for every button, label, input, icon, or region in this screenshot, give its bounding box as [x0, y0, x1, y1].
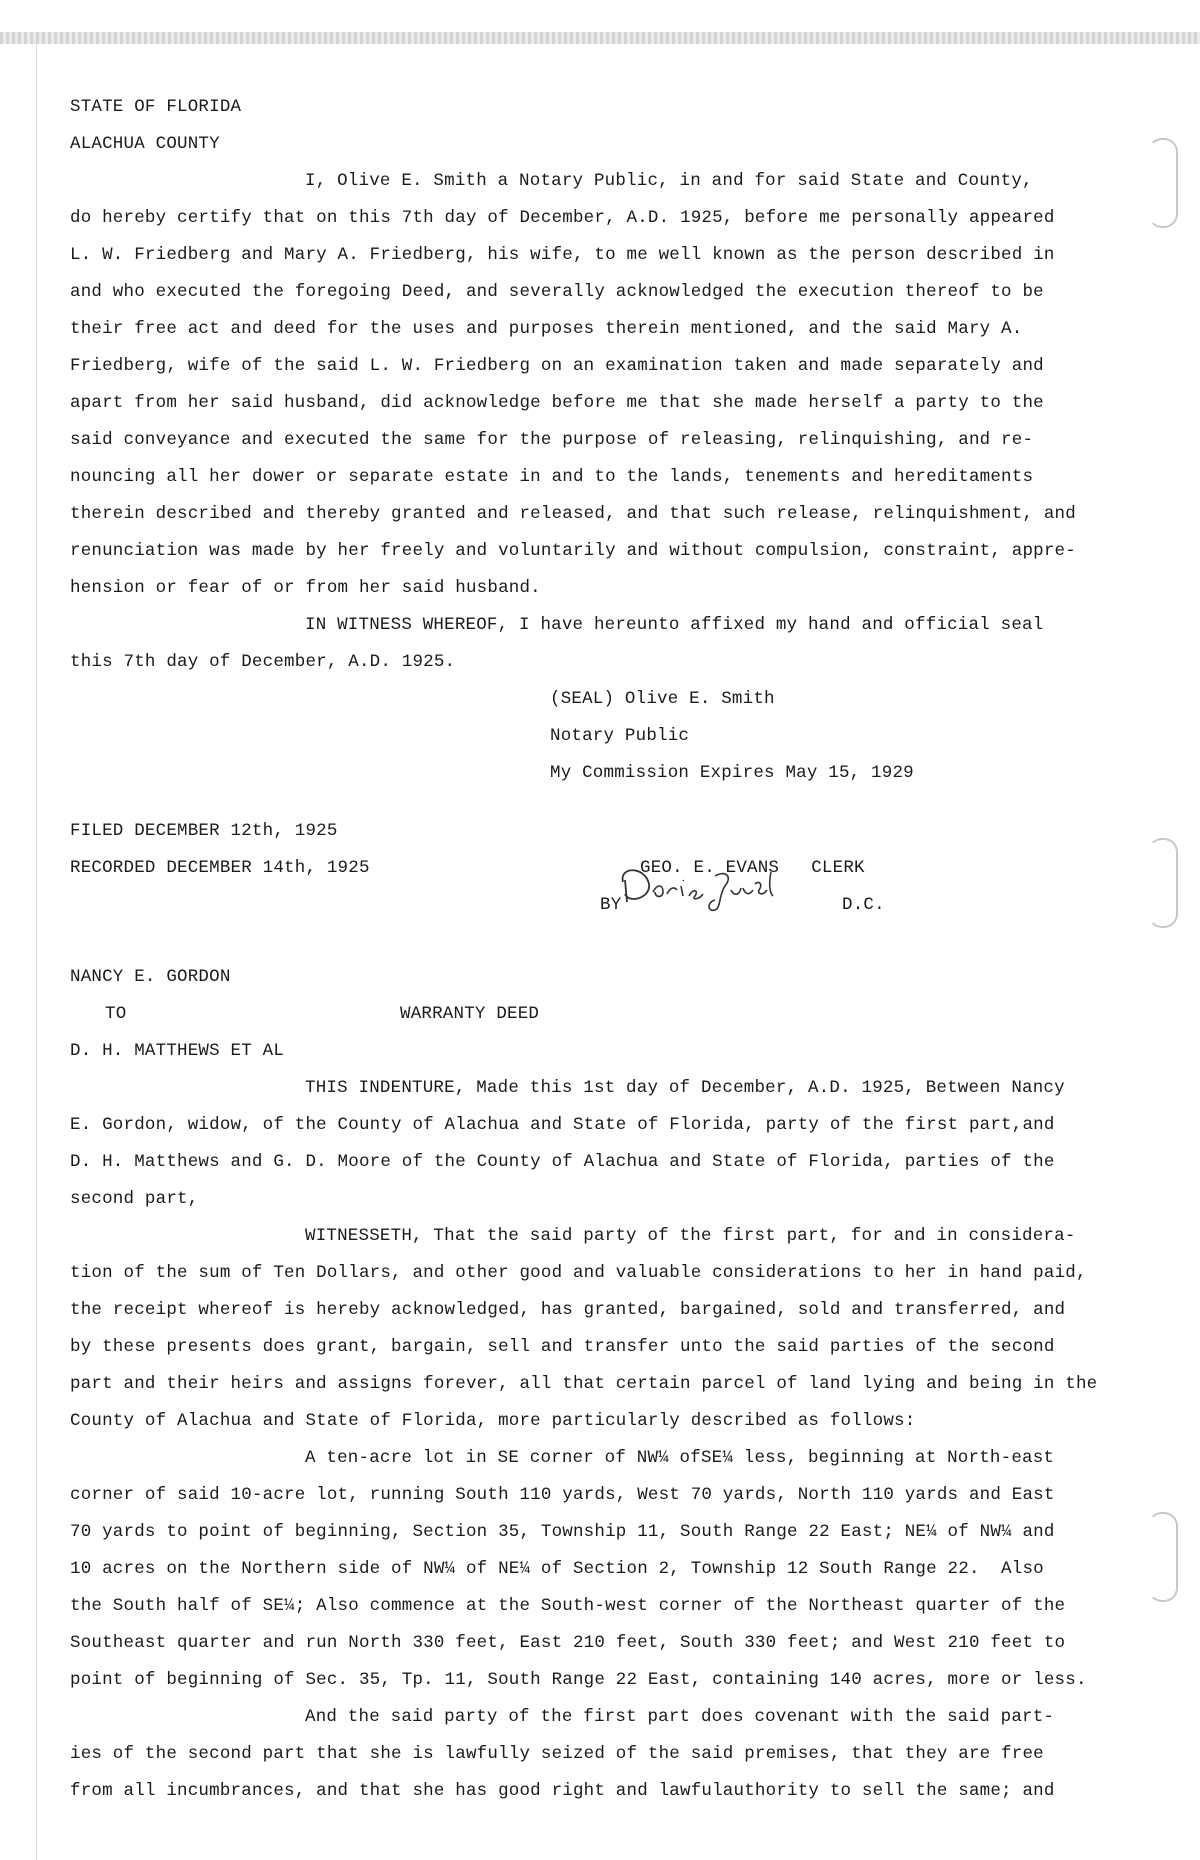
recorded-date: RECORDED DECEMBER 14th, 1925 [70, 858, 370, 878]
county-heading: ALACHUA COUNTY [70, 134, 220, 154]
deputy-clerk-label: D.C. [842, 895, 885, 915]
notary-body-line: do hereby certify that on this 7th day of December, A.D. 1925, before me personally appeared [70, 208, 1055, 228]
commission-expiry: My Commission Expires May 15, 1929 [550, 763, 914, 783]
deed-body-line: part and their heirs and assigns forever, all that certain parcel of land lying and being in the [70, 1374, 1098, 1394]
grantee-name: D. H. MATTHEWS ET AL [70, 1041, 285, 1061]
witness-line: this 7th day of December, A.D. 1925. [70, 652, 456, 672]
binder-hole-top [1148, 138, 1178, 228]
grantor-name: NANCY E. GORDON [70, 967, 231, 987]
deed-title: WARRANTY DEED [400, 1004, 540, 1024]
deed-body-line: 10 acres on the Northern side of NW¼ of NE¼ of Section 2, Township 12 South Range 22. Also [70, 1559, 1044, 1579]
clerk-signature [615, 858, 840, 918]
deed-body-line: And the said party of the first part does covenant with the said part- [305, 1707, 1055, 1727]
notary-body-line: therein described and thereby granted and released, and that such release, relinquishment, and [70, 504, 1076, 524]
notary-body-line: and who executed the foregoing Deed, and severally acknowledged the execution thereof to be [70, 282, 1044, 302]
notary-body-line: nouncing all her dower or separate estate in and to the lands, tenements and hereditaments [70, 467, 1034, 487]
by-label: BY [600, 895, 622, 915]
deed-body-line: point of beginning of Sec. 35, Tp. 11, South Range 22 East, containing 140 acres, more or less. [70, 1670, 1087, 1690]
notary-body-line: I, Olive E. Smith a Notary Public, in and for said State and County, [305, 171, 1033, 191]
filed-date: FILED DECEMBER 12th, 1925 [70, 821, 338, 841]
notary-body-line: hension or fear of or from her said husband. [70, 578, 541, 598]
binder-hole-middle [1148, 838, 1178, 928]
notary-body-line: said conveyance and executed the same for the purpose of releasing, relinquishing, and re- [70, 430, 1034, 450]
deed-body-line: Southeast quarter and run North 330 feet, East 210 feet, South 330 feet; and West 210 feet to [70, 1633, 1066, 1653]
page-border [36, 44, 1161, 1860]
notary-body-line: their free act and deed for the uses and purposes therein mentioned, and the said Mary A. [70, 319, 1023, 339]
state-heading: STATE OF FLORIDA [70, 97, 242, 117]
scan-edge-strip [0, 32, 1200, 44]
deed-body-line: WITNESSETH, That the said party of the first part, for and in considera- [305, 1226, 1076, 1246]
deed-body-line: from all incumbrances, and that she has good right and lawfulauthority to sell the same; and [70, 1781, 1055, 1801]
to-label: TO [105, 1004, 127, 1024]
deed-body-line: by these presents does grant, bargain, sell and transfer unto the said parties of the second [70, 1337, 1055, 1357]
deed-body-line: tion of the sum of Ten Dollars, and other good and valuable considerations to her in hand paid, [70, 1263, 1087, 1283]
notary-seal-line: (SEAL) Olive E. Smith [550, 689, 775, 709]
deed-body-line: the South half of SE¼; Also commence at the South-west corner of the Northeast quarter of the [70, 1596, 1066, 1616]
deed-body-line: D. H. Matthews and G. D. Moore of the County of Alachua and State of Florida, parties of the [70, 1152, 1055, 1172]
clerk-name: GEO. E. EVANS CLERK [640, 858, 865, 878]
notary-body-line: L. W. Friedberg and Mary A. Friedberg, his wife, to me well known as the person described in [70, 245, 1055, 265]
notary-body-line: apart from her said husband, did acknowledge before me that she made herself a party to the [70, 393, 1044, 413]
deed-body-line: second part, [70, 1189, 199, 1209]
notary-body-line: renunciation was made by her freely and voluntarily and without compulsion, constraint, appre- [70, 541, 1076, 561]
deed-body-line: County of Alachua and State of Florida, more particularly described as follows: [70, 1411, 916, 1431]
notary-title: Notary Public [550, 726, 690, 746]
deed-body-line: corner of said 10-acre lot, running South 110 yards, West 70 yards, North 110 yards and East [70, 1485, 1055, 1505]
deed-body-line: the receipt whereof is hereby acknowledged, has granted, bargained, sold and transferred, and [70, 1300, 1066, 1320]
notary-body-line: Friedberg, wife of the said L. W. Friedberg on an examination taken and made separately and [70, 356, 1044, 376]
deed-body-line: THIS INDENTURE, Made this 1st day of December, A.D. 1925, Between Nancy [305, 1078, 1065, 1098]
deed-body-line: ies of the second part that she is lawfully seized of the said premises, that they are free [70, 1744, 1044, 1764]
witness-line: IN WITNESS WHEREOF, I have hereunto affixed my hand and official seal [305, 615, 1044, 635]
deed-body-line: E. Gordon, widow, of the County of Alachua and State of Florida, party of the first part,and [70, 1115, 1055, 1135]
deed-body-line: A ten-acre lot in SE corner of NW¼ ofSE¼ less, beginning at North-east [305, 1448, 1055, 1468]
deed-body-line: 70 yards to point of beginning, Section 35, Township 11, South Range 22 East; NE¼ of NW¼ and [70, 1522, 1055, 1542]
binder-hole-bottom [1148, 1512, 1178, 1602]
